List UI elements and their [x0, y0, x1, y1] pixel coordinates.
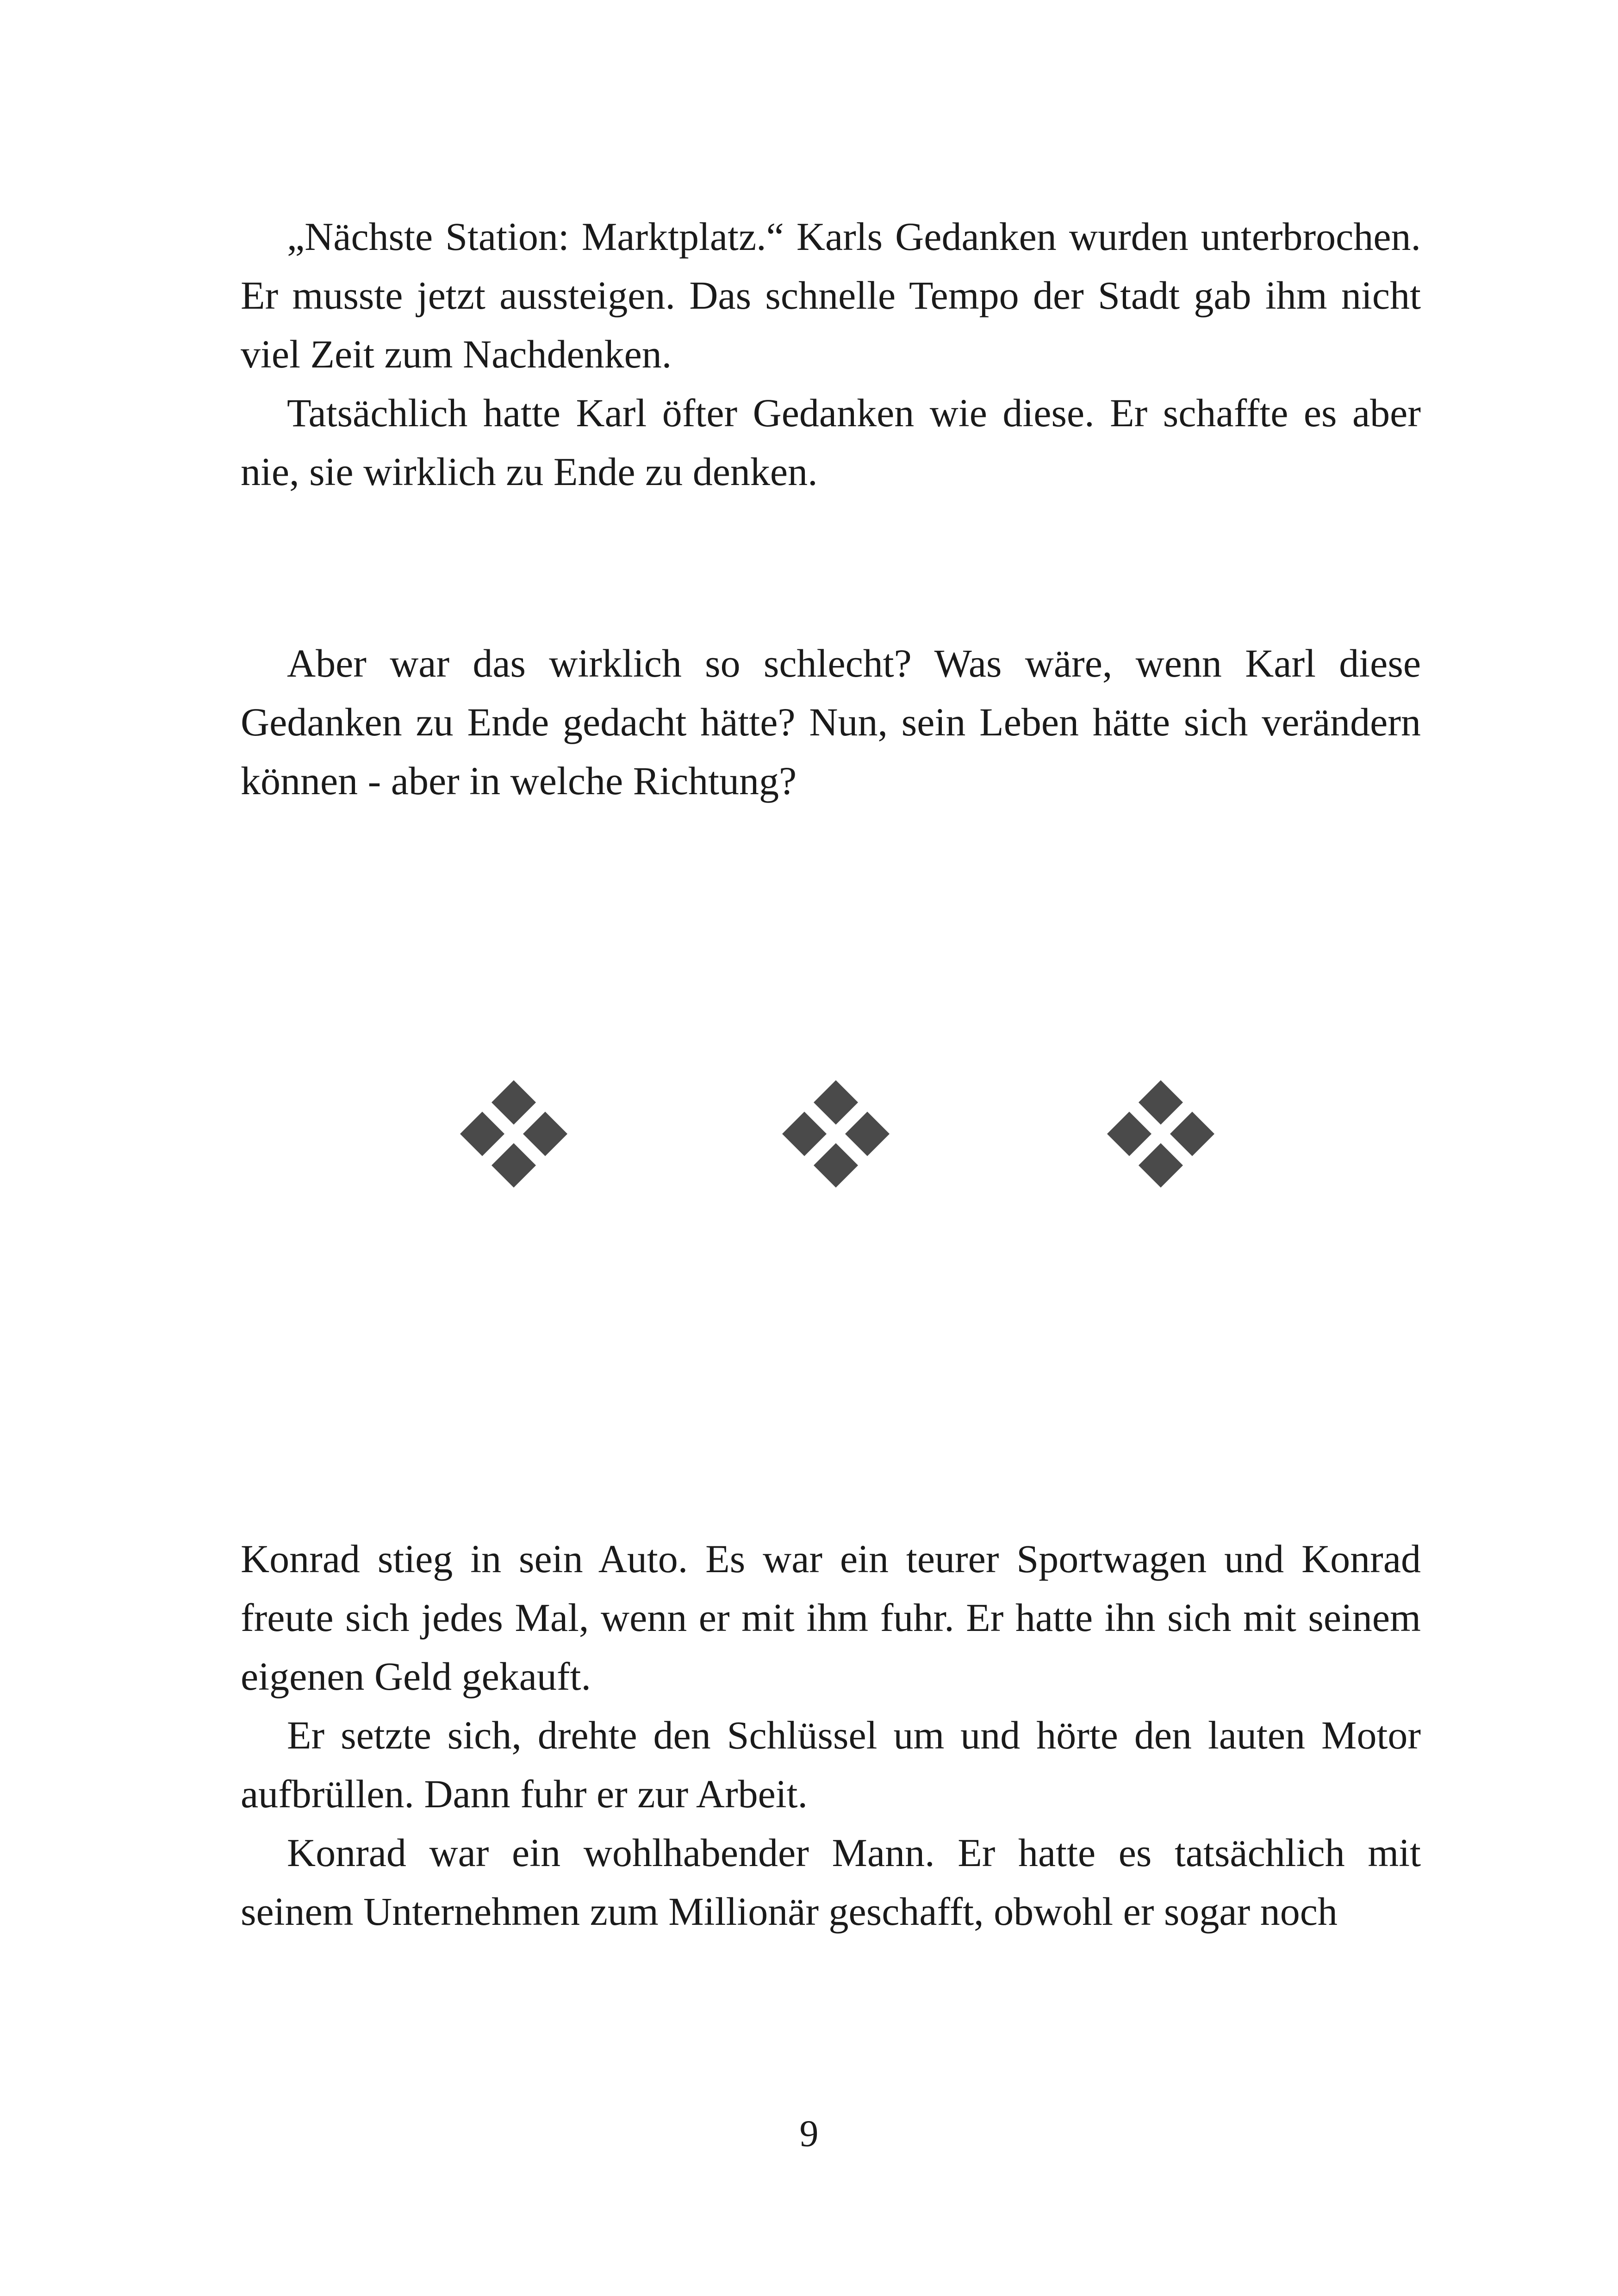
section-break	[0, 1078, 1618, 1217]
page-number: 9	[799, 2112, 819, 2154]
four-diamond-ornament-icon	[780, 1078, 891, 1189]
paragraph: Tatsächlich hatte Karl öfter Gedanken wie diese. Er schaffte es aber nie, sie wirklich zu Ende zu denken.	[241, 391, 1421, 494]
paragraph: Aber war das wirklich so schlecht? Was wäre, wenn Karl diese Gedanken zu Ende gedacht hätte? Nun, sein Leben hätte sich verändern können - aber in welche Richtung?	[241, 641, 1421, 803]
four-diamond-ornament-icon	[1105, 1078, 1216, 1189]
text-block-upper	[241, 207, 1421, 501]
text-block-middle	[241, 634, 1421, 810]
paragraph: Konrad stieg in sein Auto. Es war ein teurer Sportwagen und Konrad freute sich jedes Mal, wenn er mit ihm fuhr. Er hatte ihn sich mit seinem eigenen Geld gekauft.	[241, 1537, 1421, 1699]
paragraph: „Nächste Station: Marktplatz.“ Karls Gedanken wurden unterbrochen. Er musste jetzt aussteigen. Das schnelle Tempo der Stadt gab ihm nicht viel Zeit zum Nachdenken.	[241, 214, 1421, 376]
paragraph: Er setzte sich, drehte den Schlüssel um und hörte den lauten Motor aufbrüllen. Dann fuhr er zur Arbeit.	[241, 1713, 1421, 1816]
four-diamond-ornament-icon	[458, 1078, 569, 1189]
text-block-lower	[241, 1530, 1421, 1941]
paragraph: Konrad war ein wohlhabender Mann. Er hatte es tatsächlich mit seinem Unternehmen zum Millionär geschafft, obwohl er sogar noch	[241, 1830, 1421, 1934]
